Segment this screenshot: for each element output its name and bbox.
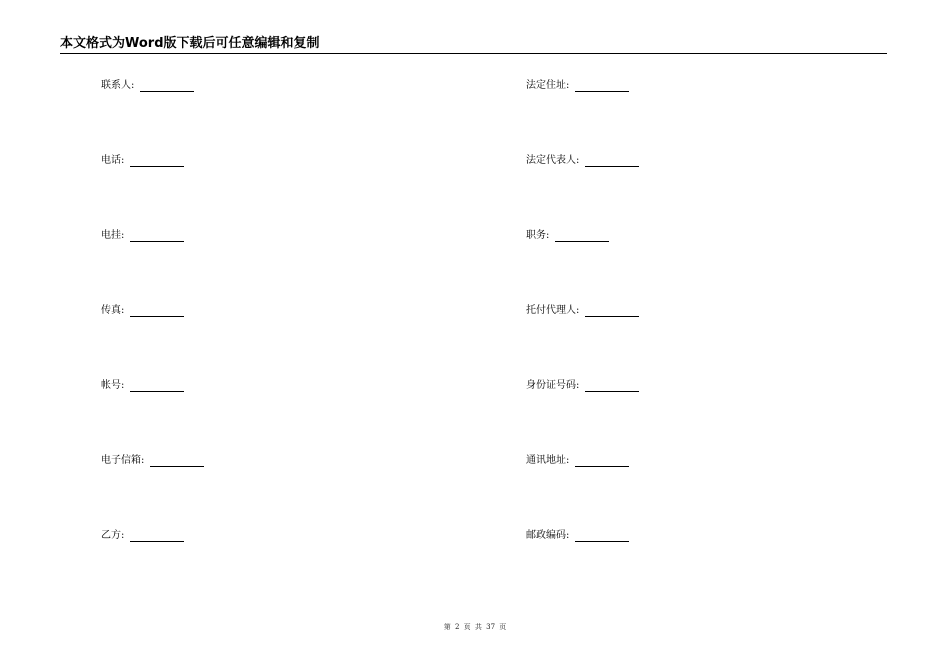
footer-page-number: 2: [454, 623, 460, 631]
fill-in-blank[interactable]: [585, 306, 639, 317]
fill-in-blank[interactable]: [130, 531, 184, 542]
field-fax: [101, 305, 184, 317]
fill-in-blank[interactable]: [585, 381, 639, 392]
field-label: 职务:: [526, 230, 550, 241]
footer-total-pages: 37: [486, 623, 496, 631]
field-label: 身份证号码:: [526, 380, 580, 391]
footer-total-prefix: 共: [474, 623, 482, 631]
fill-in-blank[interactable]: [575, 531, 629, 542]
fill-in-blank[interactable]: [150, 456, 204, 467]
field-legal-representative: [526, 155, 639, 167]
field-label: 通讯地址:: [526, 455, 570, 466]
fill-in-blank[interactable]: [140, 81, 194, 92]
fill-in-blank[interactable]: [575, 81, 629, 92]
field-position: [526, 230, 609, 242]
field-legal-address: [526, 80, 629, 92]
field-label: 电挂:: [101, 230, 125, 241]
fill-in-blank[interactable]: [575, 456, 629, 467]
field-postal-code: [526, 530, 629, 542]
field-contact-person: [101, 80, 194, 92]
fill-in-blank[interactable]: [555, 231, 609, 242]
field-label: 帐号:: [101, 380, 125, 391]
footer-total-unit: 页: [499, 623, 507, 631]
field-label: 乙方:: [101, 530, 125, 541]
field-party-b: [101, 530, 184, 542]
fill-in-blank[interactable]: [585, 156, 639, 167]
field-label: 托付代理人:: [526, 305, 580, 316]
fill-in-blank[interactable]: [130, 231, 184, 242]
fill-in-blank[interactable]: [130, 156, 184, 167]
fill-in-blank[interactable]: [130, 306, 184, 317]
field-phone: [101, 155, 184, 167]
page-footer: [0, 623, 950, 632]
footer-page-unit: 页: [463, 623, 471, 631]
field-authorized-agent: [526, 305, 639, 317]
field-mailing-address: [526, 455, 629, 467]
field-label: 传真:: [101, 305, 125, 316]
field-label: 邮政编码:: [526, 530, 570, 541]
header-title: 本文格式为Word版下载后可任意编辑和复制: [60, 36, 320, 51]
field-label: 电子信箱:: [101, 455, 145, 466]
field-label: 法定代表人:: [526, 155, 580, 166]
field-label: 电话:: [101, 155, 125, 166]
field-email: [101, 455, 204, 467]
field-account: [101, 380, 184, 392]
field-label: 联系人:: [101, 80, 135, 91]
fill-in-blank[interactable]: [130, 381, 184, 392]
page-header: [60, 36, 887, 54]
footer-prefix: 第: [443, 623, 451, 631]
field-label: 法定住址:: [526, 80, 570, 91]
field-telegraph: [101, 230, 184, 242]
field-id-number: [526, 380, 639, 392]
